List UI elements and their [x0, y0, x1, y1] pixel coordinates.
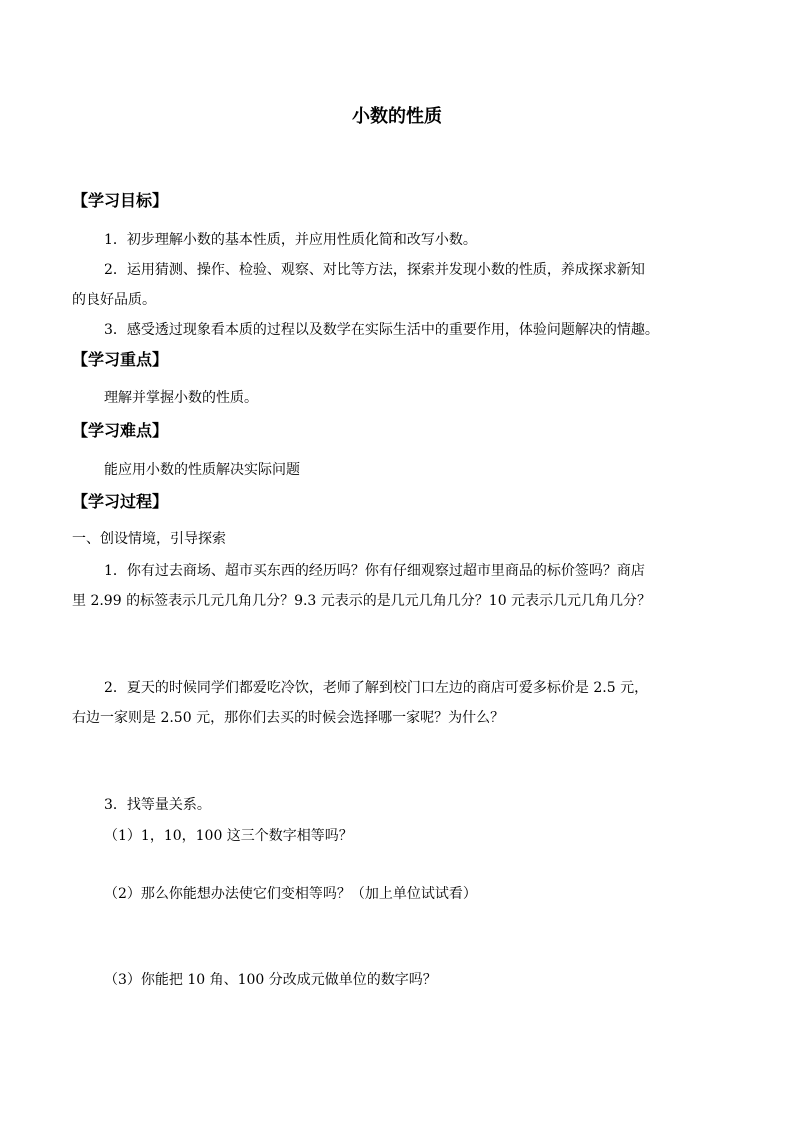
question-3-title: 3．找等量关系。	[104, 797, 211, 813]
difficulties-text: 能应用小数的性质解决实际问题	[104, 462, 300, 478]
process-heading: 【学习过程】	[72, 492, 169, 511]
key-points-heading: 【学习重点】	[72, 350, 169, 369]
goals-heading: 【学习目标】	[72, 191, 169, 210]
goal-item-3: 3．感受透过现象看本质的过程以及数学在实际生活中的重要作用，体验问题解决的情趣。	[104, 322, 659, 338]
part1-title: 一、创设情境，引导探索	[72, 531, 226, 547]
question-1-line-2: 里 2.99 的标签表示几元几角几分？9.3 元表示的是几元几角几分？10 元表示几元几角几分？	[72, 593, 652, 609]
goal-item-1: 1．初步理解小数的基本性质，并应用性质化简和改写小数。	[104, 232, 477, 248]
question-2-line-2: 右边一家则是 2.50 元，那你们去买的时候会选择哪一家呢？为什么？	[72, 710, 505, 726]
key-points-text: 理解并掌握小数的性质。	[104, 390, 258, 406]
question-1-line-1: 1．你有过去商场、超市买东西的经历吗？你有仔细观察过超市里商品的标价签吗？商店	[104, 563, 645, 579]
question-2-line-1: 2．夏天的时候同学们都爱吃冷饮，老师了解到校门口左边的商店可爱多标价是 2.5 元，	[104, 680, 649, 696]
question-3-sub-1: （1）1，10，100 这三个数字相等吗？	[104, 828, 353, 844]
document-title: 小数的性质	[352, 106, 442, 127]
goal-item-2: 2．运用猜测、操作、检验、观察、对比等方法，探索并发现小数的性质，养成探求新知	[104, 262, 645, 278]
question-3-sub-2: （2）那么你能想办法使它们变相等吗？（加上单位试试看）	[104, 886, 477, 902]
question-3-sub-3: （3）你能把 10 角、100 分改成元做单位的数字吗？	[104, 972, 437, 988]
difficulties-heading: 【学习难点】	[72, 421, 169, 440]
goal-item-2-continued: 的良好品质。	[72, 292, 156, 308]
